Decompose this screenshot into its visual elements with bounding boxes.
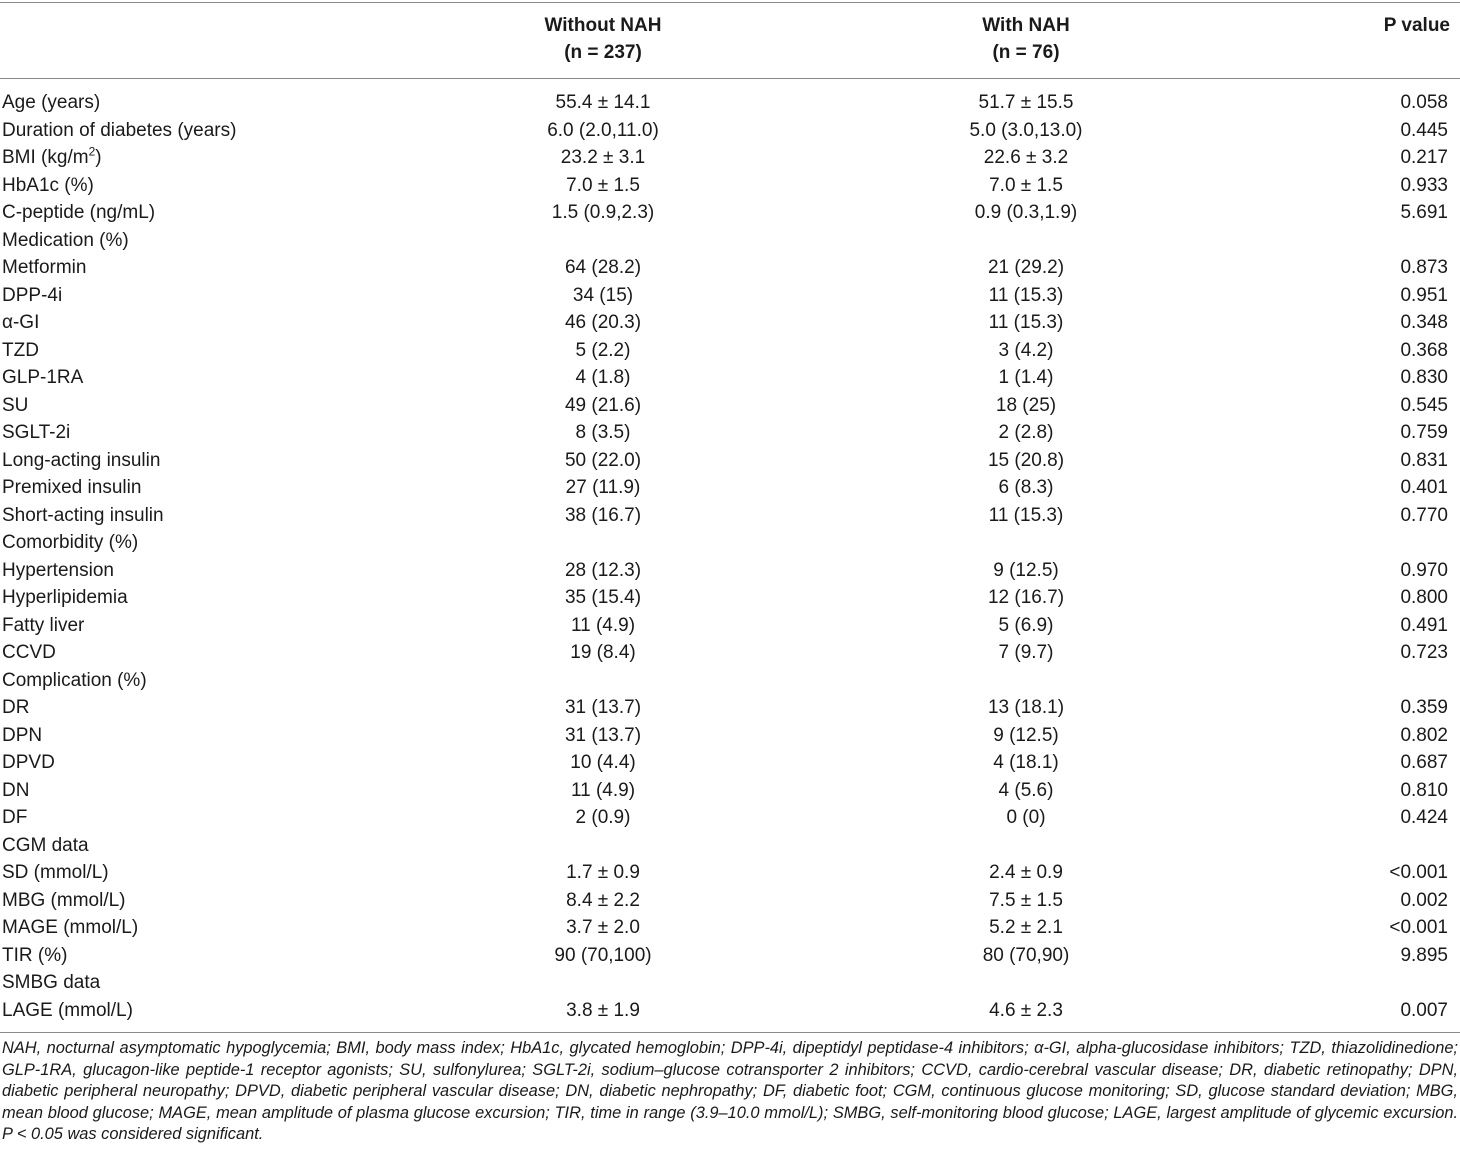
p-value: 0.810 bbox=[1400, 779, 1448, 801]
table-bottom-rule bbox=[0, 1032, 1460, 1033]
without-nah-value: 31 (13.7) bbox=[564, 697, 642, 718]
without-nah-value: 50 (22.0) bbox=[564, 449, 642, 471]
row-label bbox=[2, 89, 100, 117]
without-nah-value: 38 (16.7) bbox=[564, 504, 642, 526]
row-label bbox=[2, 282, 62, 310]
table-row bbox=[0, 282, 1460, 310]
row-label-text: Metformin bbox=[2, 257, 87, 278]
row-label-text: HbA1c (%) bbox=[2, 174, 94, 196]
table-top-rule bbox=[0, 2, 1460, 3]
row-label bbox=[2, 997, 133, 1025]
row-label bbox=[2, 502, 164, 530]
row-label-text: SGLT-2i bbox=[2, 422, 71, 443]
without-nah-value: 23.2 ± 3.1 bbox=[560, 147, 646, 168]
with-nah-value: 11 (15.3) bbox=[988, 312, 1064, 333]
row-label bbox=[2, 529, 138, 557]
row-label bbox=[2, 722, 42, 750]
without-nah-value: 27 (11.9) bbox=[565, 477, 641, 498]
without-nah-value: 6.0 (2.0,11.0) bbox=[547, 119, 659, 141]
row-label-text: MAGE (mmol/L) bbox=[2, 917, 139, 938]
p-value: 0.831 bbox=[1400, 449, 1448, 471]
table-body bbox=[0, 89, 1460, 1024]
table-row bbox=[0, 804, 1460, 832]
row-label-text: TIR (%) bbox=[2, 944, 68, 966]
table-row bbox=[0, 364, 1460, 392]
p-value: 0.759 bbox=[1400, 422, 1448, 443]
row-label-text: CCVD bbox=[2, 642, 56, 663]
with-nah-value: 2.4 ± 0.9 bbox=[989, 862, 1063, 883]
without-nah-value: 4 (1.8) bbox=[575, 367, 631, 388]
row-label bbox=[2, 392, 28, 420]
with-nah-value: 4 (18.1) bbox=[993, 752, 1059, 773]
without-nah-value: 10 (4.4) bbox=[570, 752, 636, 773]
row-label bbox=[2, 419, 70, 447]
row-label bbox=[2, 777, 29, 805]
row-label bbox=[2, 309, 39, 337]
row-label-text: DR bbox=[2, 697, 30, 718]
row-label-text: Complication (%) bbox=[2, 669, 147, 691]
table-row bbox=[0, 887, 1460, 915]
with-nah-value: 4 (5.6) bbox=[998, 779, 1054, 801]
header-without-nah-title: Without NAH bbox=[544, 15, 662, 36]
p-value: 0.723 bbox=[1400, 642, 1448, 663]
with-nah-value: 11 (15.3) bbox=[988, 284, 1064, 306]
row-label bbox=[2, 612, 84, 640]
with-nah-value: 21 (29.2) bbox=[987, 257, 1065, 278]
p-value: 9.895 bbox=[1400, 944, 1448, 966]
table-row bbox=[0, 337, 1460, 365]
without-nah-value: 5 (2.2) bbox=[575, 339, 631, 361]
table-row bbox=[0, 447, 1460, 475]
p-value: 0.951 bbox=[1400, 284, 1448, 306]
row-label-text: BMI (kg/m bbox=[2, 147, 89, 168]
without-nah-value: 3.8 ± 1.9 bbox=[566, 999, 640, 1021]
without-nah-value: 2 (0.9) bbox=[575, 807, 631, 828]
table-row bbox=[0, 254, 1460, 282]
row-label bbox=[2, 557, 114, 585]
p-value: 0.545 bbox=[1400, 394, 1448, 416]
without-nah-value: 64 (28.2) bbox=[564, 257, 642, 278]
with-nah-value: 18 (25) bbox=[995, 394, 1057, 416]
p-value: 0.217 bbox=[1400, 147, 1448, 168]
without-nah-value: 11 (4.9) bbox=[570, 614, 636, 636]
p-value: 0.800 bbox=[1400, 587, 1448, 608]
table-row bbox=[0, 502, 1460, 530]
row-label bbox=[2, 694, 29, 722]
with-nah-value: 12 (16.7) bbox=[987, 587, 1065, 608]
table-row bbox=[0, 969, 1460, 997]
without-nah-value: 49 (21.6) bbox=[564, 394, 642, 416]
row-label bbox=[2, 832, 89, 860]
with-nah-value: 11 (15.3) bbox=[988, 504, 1064, 526]
p-value: 0.687 bbox=[1400, 752, 1448, 773]
header-with-nah-n: (n = 76) bbox=[992, 42, 1060, 63]
row-label-text: Duration of diabetes (years) bbox=[2, 119, 237, 141]
p-value: 0.873 bbox=[1400, 257, 1448, 278]
with-nah-value: 80 (70,90) bbox=[982, 944, 1070, 966]
table-row bbox=[0, 914, 1460, 942]
row-label-text: DN bbox=[2, 779, 30, 801]
row-label bbox=[2, 364, 83, 392]
row-label-text: SU bbox=[2, 394, 29, 416]
row-label-text: Short-acting insulin bbox=[2, 504, 164, 526]
without-nah-value: 46 (20.3) bbox=[564, 312, 642, 333]
without-nah-value: 1.7 ± 0.9 bbox=[566, 862, 640, 883]
with-nah-value: 51.7 ± 15.5 bbox=[978, 92, 1074, 113]
row-label-text: Comorbidity (%) bbox=[2, 532, 139, 553]
row-label bbox=[2, 667, 147, 695]
row-label bbox=[2, 749, 55, 777]
row-label bbox=[2, 144, 102, 172]
row-label bbox=[2, 227, 129, 255]
table-row bbox=[0, 309, 1460, 337]
row-label bbox=[2, 969, 100, 997]
p-value: 0.424 bbox=[1400, 807, 1448, 828]
table-row bbox=[0, 89, 1460, 117]
p-value: 0.359 bbox=[1400, 697, 1448, 718]
without-nah-value: 8.4 ± 2.2 bbox=[566, 889, 640, 911]
with-nah-value: 0 (0) bbox=[1006, 807, 1046, 828]
without-nah-value: 11 (4.9) bbox=[570, 779, 636, 801]
row-label-text: DPN bbox=[2, 724, 43, 746]
table-row bbox=[0, 749, 1460, 777]
row-label bbox=[2, 584, 128, 612]
p-value: 0.002 bbox=[1400, 889, 1448, 911]
row-label-text: CGM data bbox=[2, 834, 89, 856]
row-label-text: Premixed insulin bbox=[2, 477, 142, 498]
row-label bbox=[2, 337, 39, 365]
with-nah-value: 22.6 ± 3.2 bbox=[983, 147, 1069, 168]
with-nah-value: 13 (18.1) bbox=[987, 697, 1065, 718]
with-nah-value: 2 (2.8) bbox=[998, 422, 1054, 443]
header-with-nah-title: With NAH bbox=[982, 15, 1070, 36]
without-nah-value: 7.0 ± 1.5 bbox=[566, 174, 640, 196]
without-nah-value: 1.5 (0.9,2.3) bbox=[551, 202, 655, 223]
row-label-text: DPVD bbox=[2, 752, 55, 773]
row-label-text: Hypertension bbox=[2, 559, 114, 581]
row-label-text: Long-acting insulin bbox=[2, 449, 161, 471]
row-label-superscript: 2 bbox=[88, 144, 96, 159]
row-label-text: Hyperlipidemia bbox=[2, 587, 128, 608]
table-row bbox=[0, 227, 1460, 255]
without-nah-value: 35 (15.4) bbox=[564, 587, 642, 608]
row-label-text: DPP-4i bbox=[2, 284, 63, 306]
with-nah-value: 15 (20.8) bbox=[987, 449, 1065, 471]
with-nah-value: 9 (12.5) bbox=[993, 559, 1059, 581]
row-label-text: α-GI bbox=[2, 312, 40, 333]
header-p-value: P value bbox=[1383, 15, 1450, 36]
row-label-text: SMBG data bbox=[2, 972, 101, 993]
p-value: <0.001 bbox=[1389, 862, 1448, 883]
without-nah-value: 34 (15) bbox=[572, 284, 634, 306]
p-value: 0.445 bbox=[1400, 119, 1448, 141]
with-nah-value: 7.0 ± 1.5 bbox=[989, 174, 1063, 196]
table-row bbox=[0, 144, 1460, 172]
without-nah-value: 8 (3.5) bbox=[575, 422, 631, 443]
table-row bbox=[0, 612, 1460, 640]
header-with-nah bbox=[900, 12, 1152, 66]
table-row bbox=[0, 694, 1460, 722]
p-value: 0.970 bbox=[1400, 559, 1448, 581]
table-row bbox=[0, 777, 1460, 805]
row-label bbox=[2, 859, 109, 887]
row-label bbox=[2, 639, 56, 667]
table-row bbox=[0, 832, 1460, 860]
table-row bbox=[0, 942, 1460, 970]
with-nah-value: 4.6 ± 2.3 bbox=[989, 999, 1063, 1021]
without-nah-value: 90 (70,100) bbox=[554, 944, 652, 966]
p-value: <0.001 bbox=[1389, 917, 1448, 938]
with-nah-value: 6 (8.3) bbox=[998, 477, 1054, 498]
table-row bbox=[0, 392, 1460, 420]
row-label-text: TZD bbox=[2, 339, 39, 361]
p-value: 5.691 bbox=[1400, 202, 1448, 223]
p-value: 0.802 bbox=[1400, 724, 1448, 746]
row-label bbox=[2, 254, 86, 282]
row-label-text: MBG (mmol/L) bbox=[2, 889, 126, 911]
p-value: 0.770 bbox=[1400, 504, 1448, 526]
p-value: 0.830 bbox=[1400, 367, 1448, 388]
row-label-text: Age (years) bbox=[2, 92, 101, 113]
with-nah-value: 5.2 ± 2.1 bbox=[989, 917, 1063, 938]
without-nah-value: 28 (12.3) bbox=[564, 559, 642, 581]
table-row bbox=[0, 859, 1460, 887]
with-nah-value: 3 (4.2) bbox=[998, 339, 1054, 361]
table-row bbox=[0, 722, 1460, 750]
p-value: 0.491 bbox=[1400, 614, 1448, 636]
table-row bbox=[0, 419, 1460, 447]
row-label bbox=[2, 172, 94, 200]
table-row bbox=[0, 557, 1460, 585]
header-without-nah bbox=[480, 12, 726, 66]
with-nah-value: 7 (9.7) bbox=[998, 642, 1054, 663]
row-label-text: GLP-1RA bbox=[2, 367, 84, 388]
without-nah-value: 19 (8.4) bbox=[570, 642, 636, 663]
table-row bbox=[0, 117, 1460, 145]
row-label-text: Fatty liver bbox=[2, 614, 85, 636]
row-label-suffix: ) bbox=[95, 147, 102, 168]
row-label bbox=[2, 447, 160, 475]
row-label bbox=[2, 942, 67, 970]
with-nah-value: 0.9 (0.3,1.9) bbox=[974, 202, 1078, 223]
table-row bbox=[0, 667, 1460, 695]
with-nah-value: 7.5 ± 1.5 bbox=[989, 889, 1063, 911]
p-value: 0.933 bbox=[1400, 174, 1448, 196]
row-label-text: C-peptide (ng/mL) bbox=[2, 202, 156, 223]
row-label-text: Medication (%) bbox=[2, 229, 129, 251]
without-nah-value: 31 (13.7) bbox=[564, 724, 642, 746]
row-label bbox=[2, 914, 138, 942]
with-nah-value: 9 (12.5) bbox=[993, 724, 1059, 746]
table-footnote: NAH, nocturnal asymptomatic hypoglycemia; BMI, body mass index; HbA1c, glycated hemoglobin; DPP-4i, dipeptidyl peptidase-4 inhibitors; α-GI, alpha-glucosidase inhibitors; TZD, thiazolidinedione; GLP-1RA, glucagon-like peptide-1 receptor agonists; SU, sulfonylurea; SGLT-2i, sodium–glucose cotransporter 2 inhibitors; CCVD, cardio-cerebral vascular disease; DR, diabetic retinopathy; DPN, diabetic peripheral neuropathy; DPVD, diabetic peripheral vascular disease; DN, diabetic nephropathy; DF, diabetic foot; CGM, continuous glucose monitoring; SD, glucose standard deviation; MBG, mean blood glucose; MAGE, mean amplitude of plasma glucose excursion; TIR, time in range (3.9–10.0 mmol/L); SMBG, self-monitoring blood glucose; LAGE, largest amplitude of glycemic excursion. P < 0.05 was considered significant. bbox=[2, 1039, 1458, 1144]
row-label bbox=[2, 199, 155, 227]
row-label bbox=[2, 474, 141, 502]
row-label-text: SD (mmol/L) bbox=[2, 862, 109, 883]
table-row bbox=[0, 639, 1460, 667]
table-row bbox=[0, 474, 1460, 502]
table-row bbox=[0, 172, 1460, 200]
row-label-text: LAGE (mmol/L) bbox=[2, 999, 133, 1021]
p-value: 0.401 bbox=[1400, 477, 1448, 498]
table-row bbox=[0, 199, 1460, 227]
header-rule bbox=[0, 78, 1460, 79]
with-nah-value: 5.0 (3.0,13.0) bbox=[969, 119, 1083, 141]
row-label bbox=[2, 804, 27, 832]
table-row bbox=[0, 997, 1460, 1025]
header-without-nah-n: (n = 237) bbox=[564, 42, 642, 63]
without-nah-value: 55.4 ± 14.1 bbox=[555, 92, 651, 113]
p-value: 0.368 bbox=[1400, 339, 1448, 361]
with-nah-value: 5 (6.9) bbox=[998, 614, 1054, 636]
table-row bbox=[0, 584, 1460, 612]
row-label bbox=[2, 887, 126, 915]
p-value: 0.007 bbox=[1400, 999, 1448, 1021]
with-nah-value: 1 (1.4) bbox=[998, 367, 1054, 388]
p-value: 0.348 bbox=[1400, 312, 1448, 333]
row-label-text: DF bbox=[2, 807, 28, 828]
table-header bbox=[0, 12, 1460, 72]
table-row bbox=[0, 529, 1460, 557]
row-label bbox=[2, 117, 236, 145]
without-nah-value: 3.7 ± 2.0 bbox=[566, 917, 640, 938]
p-value: 0.058 bbox=[1400, 92, 1448, 113]
